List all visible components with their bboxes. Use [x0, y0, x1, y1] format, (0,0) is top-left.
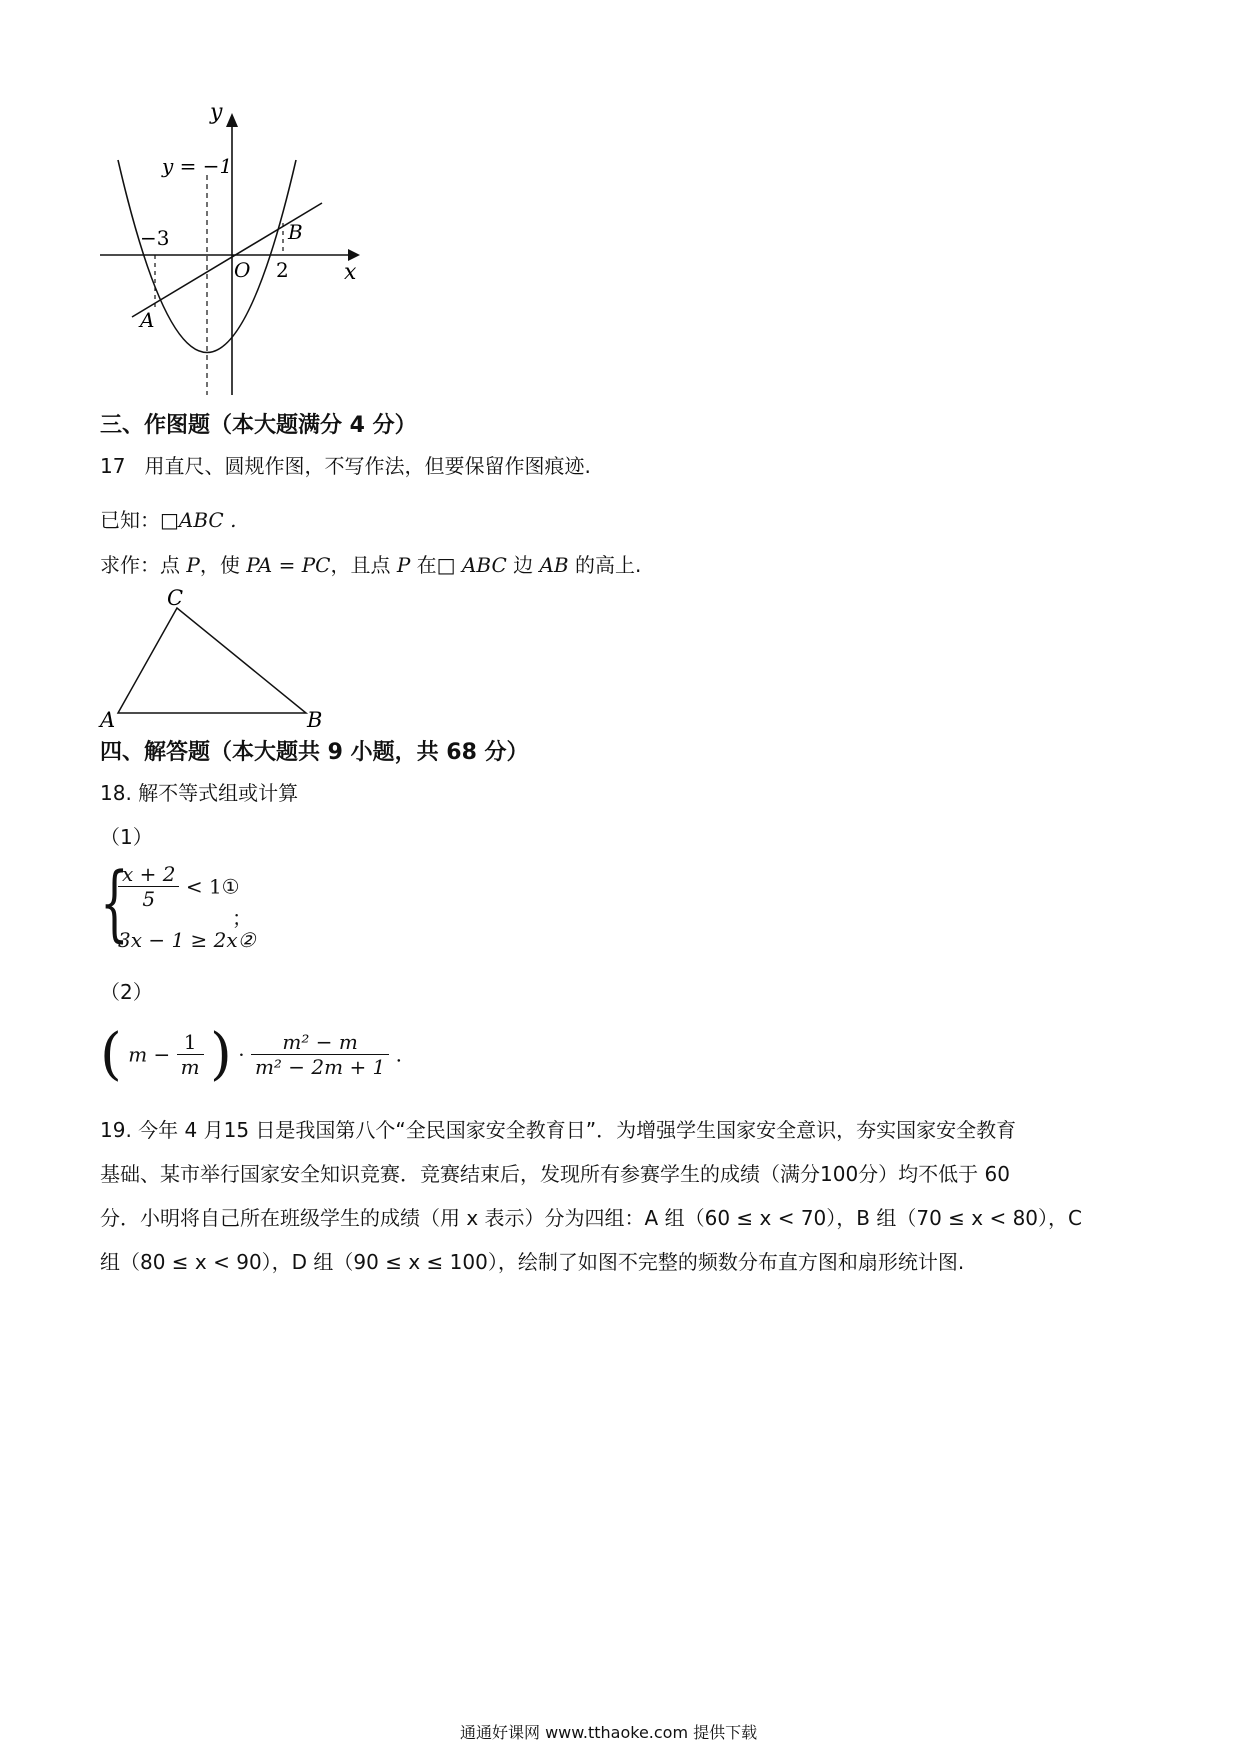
origin-label: O — [234, 258, 251, 282]
q17-task-mid1: ，使 — [199, 553, 247, 577]
q17-number: 17 — [100, 454, 126, 478]
section3-heading: 三、作图题（本大题满分 4 分） — [100, 413, 417, 438]
symmetry-label: y = −1 — [162, 154, 233, 178]
ineq-semicolon: ； — [232, 906, 252, 930]
triangle-label-b: B — [307, 708, 323, 732]
q17-given — [100, 506, 236, 534]
triangle-abc — [118, 608, 306, 713]
expr-end: . — [395, 1042, 402, 1067]
q18-part1: （1） — [100, 825, 153, 849]
q17-task-mid3: 在□ — [410, 553, 462, 577]
ineq1-fraction — [118, 862, 179, 911]
expr-main-num: m² − m — [251, 1030, 389, 1055]
expr-dot: · — [238, 1042, 245, 1067]
q17-prompt — [100, 452, 591, 480]
brace-icon: { — [100, 856, 129, 951]
q17-task-mid2: ，且点 — [330, 553, 397, 577]
expr-m: m − — [128, 1042, 171, 1067]
ineq2: 3x − 1 ≥ 2x② — [118, 928, 256, 952]
x-axis-label: x — [344, 260, 357, 285]
q17-task — [100, 551, 641, 579]
page-footer: 通通好课网 www.tthaoke.com 提供下载 — [460, 1723, 758, 1742]
ineq1-den: 5 — [142, 887, 156, 911]
expr-inner-num: 1 — [177, 1030, 204, 1055]
ineq1-rest: < 1① — [185, 874, 240, 899]
paren-right-icon: ) — [210, 1022, 232, 1087]
q17-task-prefix: 求作：点 — [100, 553, 187, 577]
function-graph — [100, 95, 400, 405]
y-axis-arrow-icon — [226, 113, 238, 127]
expr-inner-fraction — [177, 1030, 204, 1079]
paren-left-icon: ( — [100, 1022, 122, 1087]
ineq1-num: x + 2 — [118, 862, 179, 887]
expr-inner-den: m — [180, 1055, 200, 1079]
q17-prompt-text: 用直尺、圆规作图，不写作法，但要保留作图痕迹. — [144, 454, 591, 478]
q17-task-end: 的高上. — [568, 553, 642, 577]
inequality-system — [100, 856, 340, 962]
triangle-label-a: A — [100, 708, 116, 732]
triangle-label-c: C — [167, 586, 184, 610]
q17-task-abc: ABC — [461, 553, 507, 577]
q17-task-p2: P — [396, 553, 411, 577]
expr-main-fraction — [251, 1030, 389, 1079]
q17-given-prefix: 已知： — [100, 508, 160, 532]
q17-task-p: P — [186, 553, 200, 577]
section4-heading: 四、解答题（本大题共 9 小题，共 68 分） — [100, 740, 529, 765]
q19-line4: 组（80 ≤ x < 90），D 组（90 ≤ x ≤ 100），绘制了如图不完整的频数分布直方图和扇形统计图. — [100, 1250, 965, 1274]
expression-2 — [100, 1022, 402, 1088]
q17-task-mid4: 边 — [506, 553, 540, 577]
y-axis-label: y — [210, 100, 223, 125]
q18-part2: （2） — [100, 980, 153, 1004]
q19-line2: 基础、某市举行国家安全知识竞赛．竞赛结束后，发现所有参赛学生的成绩（满分100分）均不低于 60 — [100, 1162, 1010, 1186]
q19-line1: 19. 今年 4 月15 日是我国第八个“全民国家安全教育日”．为增强学生国家安全意识，夯实国家安全教育 — [100, 1118, 1017, 1142]
q19-paragraph — [100, 1108, 1130, 1284]
q18-title: 18. 解不等式组或计算 — [100, 781, 299, 805]
q19-line3: 分．小明将自己所在班级学生的成绩（用 x 表示）分为四组：A 组（60 ≤ x < 70），B 组（70 ≤ x < 80），C — [100, 1206, 1082, 1230]
point-a-label: A — [140, 308, 155, 332]
expr-main-den: m² − 2m + 1 — [254, 1055, 386, 1079]
triangle-figure — [95, 585, 335, 735]
point-b-label: B — [288, 220, 303, 244]
q17-task-eq: PA = PC — [246, 553, 331, 577]
q17-given-math: □ABC . — [160, 508, 237, 532]
tick-neg3: −3 — [140, 226, 170, 250]
q17-task-ab: AB — [539, 553, 569, 577]
tick-2: 2 — [276, 258, 289, 282]
